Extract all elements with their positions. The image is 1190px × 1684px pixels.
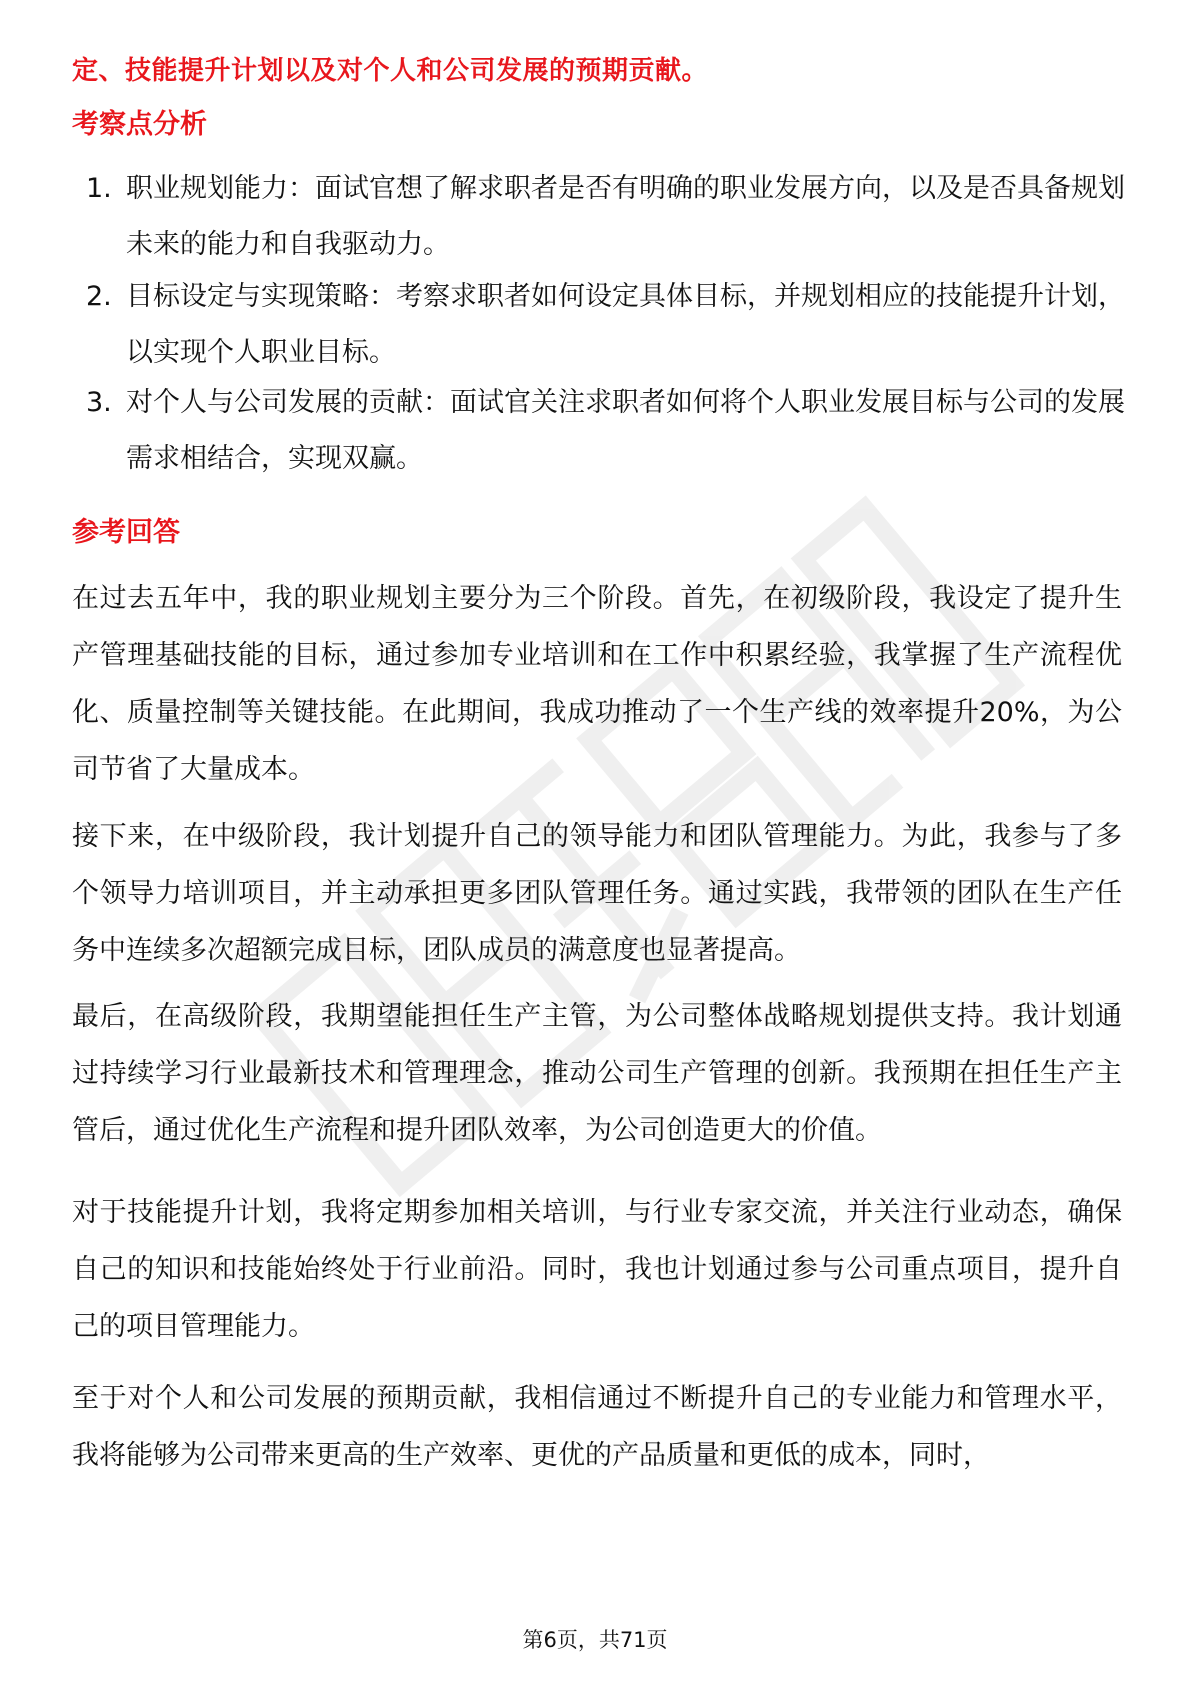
answer-paragraph: 接下来，在中级阶段，我计划提升自己的领导能力和团队管理能力。为此，我参与了多个领导力培训项目，并主动承担更多团队管理任务。通过实践，我带领的团队在生产任务中连续多次超额完成目标，团队成员的满意度也显著提高。 [72, 821, 1122, 966]
list-number: 2. [86, 281, 112, 312]
answer-paragraph: 对于技能提升计划，我将定期参加相关培训，与行业专家交流，并关注行业动态，确保自己的知识和技能始终处于行业前沿。同时，我也计划通过参与公司重点项目，提升自己的项目管理能力。 [72, 1197, 1122, 1342]
list-item-text: 职业规划能力：面试官想了解求职者是否有明确的职业发展方向，以及是否具备规划未来的能力和自我驱动力。 [126, 173, 1125, 260]
analysis-heading: 考察点分析 [72, 109, 207, 140]
intro-line: 定、技能提升计划以及对个人和公司发展的预期贡献。 [72, 56, 709, 86]
answer-paragraph: 至于对个人和公司发展的预期贡献，我相信通过不断提升自己的专业能力和管理水平，我将能够为公司带来更高的生产效率、更优的产品质量和更低的成本，同时， [72, 1383, 1122, 1471]
answer-paragraph: 最后，在高级阶段，我期望能担任生产主管，为公司整体战略规划提供支持。我计划通过持续学习行业最新技术和管理理念，推动公司生产管理的创新。我预期在担任生产主管后，通过优化生产流程和提升团队效率，为公司创造更大的价值。 [72, 1001, 1122, 1146]
list-item [86, 375, 1126, 487]
answer-paragraph: 在过去五年中，我的职业规划主要分为三个阶段。首先，在初级阶段，我设定了提升生产管理基础技能的目标，通过参加专业培训和在工作中积累经验，我掌握了生产流程优化、质量控制等关键技能。在此期间，我成功推动了一个生产线的效率提升20%，为公司节省了大量成本。 [72, 583, 1122, 785]
list-item-text: 对个人与公司发展的贡献：面试官关注求职者如何将个人职业发展目标与公司的发展需求相结合，实现双赢。 [126, 387, 1125, 474]
list-number: 3. [86, 387, 112, 418]
page-number-footer: 第6页，共71页 [522, 1628, 668, 1652]
list-item [86, 269, 1126, 381]
list-number: 1. [86, 173, 112, 204]
list-item-text: 目标设定与实现策略：考察求职者如何设定具体目标，并规划相应的技能提升计划，以实现个人职业目标。 [126, 281, 1125, 368]
answer-heading: 参考回答 [72, 517, 180, 548]
list-item [86, 161, 1126, 273]
